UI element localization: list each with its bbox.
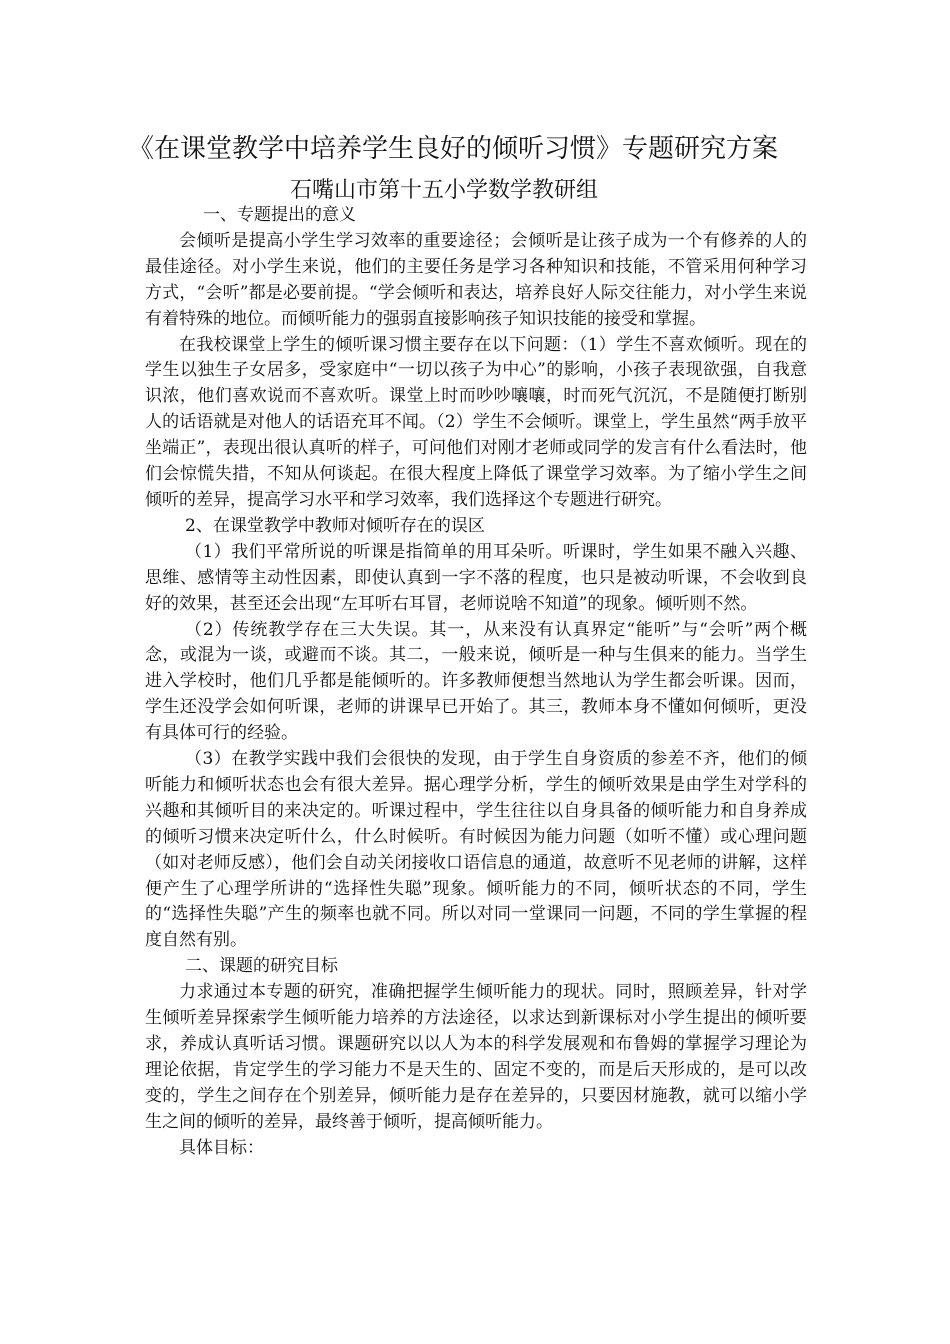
paragraph: 在我校课堂上学生的倾听课习惯主要存在以下问题：（1）学生不喜欢倾听。现在的学生以独生子女居多，受家庭中“一切以孩子为中心”的影响，小孩子表现欲强，自我意识浓，他们喜欢说而不喜欢听。课堂上时而吵吵嚷嚷，时而死气沉沉，不是随便打断别人的话语就是对他人的话语充耳不闻。（2）学生不会倾听。课堂上，学生虽然“两手放平坐端正”，表现出很认真听的样子，可问他们对刚才老师或同学的发言有什么看法时，他们会惊慌失措，不知从何谈起。在很大程度上降低了课堂学习效率。为了缩小学生之间倾听的差异，提高学习水平和学习效率，我们选择这个专题进行研究。	[145, 334, 807, 510]
paragraph: （2）传统教学存在三大失误。其一，从来没有认真界定“能听”与“会听”两个概念，或混为一谈，或避而不谈。其二，一般来说，倾听是一种与生俱来的能力。当学生进入学校时，他们几乎都是能倾听的。许多教师便想当然地认为学生都会听课。因而，学生还没学会如何听课，老师的讲课早已开始了。其三，教师本身不懂如何倾听，更没有具体可行的经验。	[145, 619, 807, 744]
paragraph: 力求通过本专题的研究，准确把握学生倾听能力的现状。同时，照顾差异，针对学生倾听差异探索学生倾听能力培养的方法途径，以求达到新课标对小学生提出的倾听要求，养成认真听话习惯。课题研究以以人为本的科学发展观和布鲁姆的掌握学习理论为理论依据，肯定学生的学习能力不是天生的、固定不变的，而是后天形成的，是可以改变的，学生之间存在个别差异，倾听能力是存在差异的，只要因材施教，就可以缩小学生之间的倾听的差异，最终善于倾听，提高倾听能力。	[145, 982, 807, 1132]
document-body	[145, 203, 807, 1162]
paragraph: 具体目标：	[179, 1137, 264, 1158]
document-title: 《在课堂教学中培养学生良好的倾听习惯》专题研究方案	[128, 134, 779, 164]
paragraph: （1）我们平常所说的听课是指简单的用耳朵听。听课时，学生如果不融入兴趣、思维、感情等主动性因素，即使认真到一字不落的程度，也只是被动听课，不会收到良好的效果，甚至还会出现“左耳听右耳冒，老师说啥不知道”的现象。倾听则不然。	[145, 541, 807, 614]
section-heading: 2、在课堂教学中教师对倾听存在的误区	[185, 515, 485, 536]
section-heading: 一、专题提出的意义	[203, 205, 356, 225]
section-heading: 二、课题的研究目标	[185, 956, 338, 977]
paragraph: （3）在教学实践中我们会很快的发现，由于学生自身资质的参差不齐，他们的倾听能力和倾听状态也会有很大差异。据心理学分析，学生的倾听效果是由学生对学科的兴趣和其倾听目的来决定的。听课过程中，学生往往以自身具备的倾听能力和自身养成的倾听习惯来决定听什么，什么时候听。有时候因为能力问题（如听不懂）或心理问题（如对老师反感），他们会自动关闭接收口语信息的通道，故意听不见老师的讲解，这样便产生了心理学所讲的“选择性失聪”现象。倾听能力的不同，倾听状态的不同，学生的“选择性失聪”产生的频率也就不同。所以对同一堂课同一问题，不同的学生掌握的程度自然有别。	[145, 749, 807, 951]
paragraph: 会倾听是提高小学生学习效率的重要途径；会倾听是让孩子成为一个有修养的人的最佳途径。对小学生来说，他们的主要任务是学习各种知识和技能，不管采用何种学习方式，“会听”都是必要前提。“学会倾听和表达，培养良好人际交往能力，对小学生来说有着特殊的地位。而倾听能力的强弱直接影响孩子知识技能的接受和掌握。	[145, 230, 807, 329]
document-subtitle: 石嘴山市第十五小学数学教研组	[290, 178, 599, 203]
